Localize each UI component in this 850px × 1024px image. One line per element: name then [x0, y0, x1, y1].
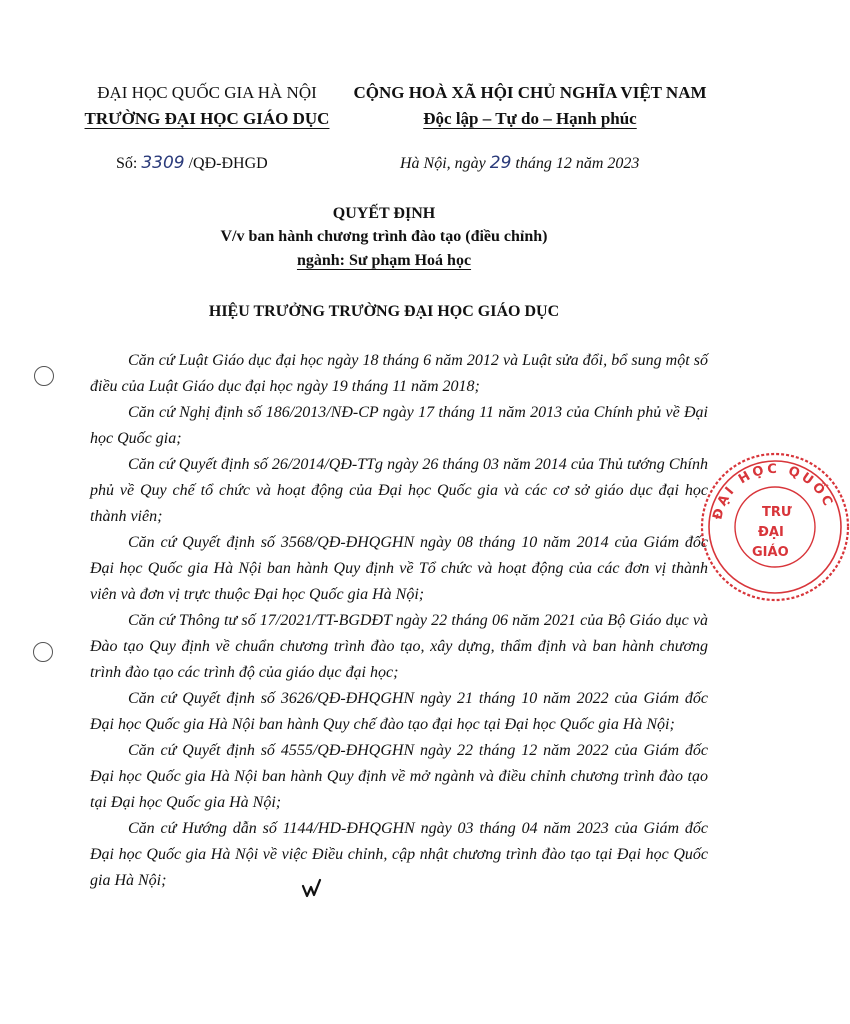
- legal-basis-paragraph: Căn cứ Thông tư số 17/2021/TT-BGDĐT ngày 22 tháng 06 năm 2021 của Bộ Giáo dục và Đào tạo Quy định về chuẩn chương trình đào tạo, xây dựng, thẩm định và ban hành chương trình đào tạo các trình độ của giáo dục đại học;: [90, 612, 708, 681]
- title-main: QUYẾT ĐỊNH: [332, 205, 436, 222]
- national-motto: [342, 80, 718, 132]
- initial-mark-icon: [300, 876, 326, 900]
- doc-number-suffix: /QĐ-ĐHGD: [184, 155, 268, 172]
- issuing-organization: [72, 80, 342, 132]
- handwritten-number: 3309: [141, 153, 185, 173]
- handwritten-day: 29: [489, 153, 512, 173]
- title-major: ngành: Sư phạm Hoá học: [296, 252, 472, 269]
- doc-number-prefix: Số:: [116, 155, 142, 172]
- date-prefix: Hà Nội, ngày: [400, 155, 490, 172]
- decision-title: [0, 203, 768, 273]
- legal-basis-paragraph: Căn cứ Nghị định số 186/2013/NĐ-CP ngày 17 tháng 11 năm 2013 của Chính phủ về Đại học Quốc gia;: [90, 404, 708, 447]
- country-name: CỘNG HOÀ XÃ HỘI CHỦ NGHĨA VIỆT NAM: [353, 83, 707, 102]
- legal-basis-paragraph: Căn cứ Quyết định số 3568/QĐ-ĐHQGHN ngày 08 tháng 10 năm 2014 của Giám đốc Đại học Quốc gia Hà Nội ban hành Quy định về Tổ chức và hoạt động của các đơn vị thành viên và đơn vị trực thuộc Đại học Quốc gia Hà Nội;: [90, 534, 708, 603]
- date-suffix: tháng 12 năm 2023: [511, 155, 640, 172]
- school-name: TRƯỜNG ĐẠI HỌC GIÁO DỤC: [84, 109, 330, 128]
- legal-basis-paragraph: Căn cứ Quyết định số 3626/QĐ-ĐHQGHN ngày 21 tháng 10 năm 2022 của Giám đốc Đại học Quốc gia Hà Nội ban hành Quy chế đào tạo đại học tại Đại học Quốc gia Hà Nội;: [90, 690, 708, 733]
- legal-basis-paragraph: Căn cứ Quyết định số 4555/QĐ-ĐHQGHN ngày 22 tháng 12 năm 2022 của Giám đốc Đại học Quốc gia Hà Nội ban hành Quy định về mở ngành và điều chỉnh chương trình đào tạo tại Đại học Quốc gia Hà Nội;: [90, 742, 708, 811]
- title-subject: V/v ban hành chương trình đào tạo (điều chỉnh): [220, 228, 548, 245]
- document-number: [116, 153, 268, 173]
- legal-basis-list: [90, 348, 708, 894]
- legal-basis-paragraph: Căn cứ Quyết định số 26/2014/QĐ-TTg ngày 26 tháng 03 năm 2014 của Thủ tướng Chính phủ về Quy chế tổ chức và hoạt động của Đại học Quốc gia và các cơ sở giáo dục đại học thành viên;: [90, 456, 708, 525]
- punch-hole-icon: [33, 642, 53, 662]
- legal-basis-paragraph: Căn cứ Luật Giáo dục đại học ngày 18 tháng 6 năm 2012 và Luật sửa đổi, bổ sung một số điều của Luật Giáo dục đại học ngày 19 tháng 11 năm 2018;: [90, 352, 708, 395]
- authority-heading: HIỆU TRƯỞNG TRƯỜNG ĐẠI HỌC GIÁO DỤC: [208, 303, 560, 320]
- punch-hole-icon: [34, 366, 54, 386]
- seal-center-line: GIÁO: [752, 545, 789, 560]
- legal-basis-paragraph: Căn cứ Hướng dẫn số 1144/HD-ĐHQGHN ngày 03 tháng 04 năm 2023 của Giám đốc Đại học Quốc gia Hà Nội về việc Điều chỉnh, cập nhật chương trình đào tạo tại Đại học Quốc gia Hà Nội;: [90, 820, 708, 889]
- issue-date: [400, 153, 639, 173]
- seal-center-line: ĐẠI: [758, 525, 784, 540]
- parent-org-name: ĐẠI HỌC QUỐC GIA HÀ NỘI: [97, 83, 317, 102]
- official-seal-icon: [700, 452, 850, 602]
- seal-center-line: TRƯ: [762, 505, 792, 520]
- motto: Độc lập – Tự do – Hạnh phúc: [423, 109, 637, 128]
- seal-ring-text: ĐẠI HỌC QUỐC: [710, 461, 837, 522]
